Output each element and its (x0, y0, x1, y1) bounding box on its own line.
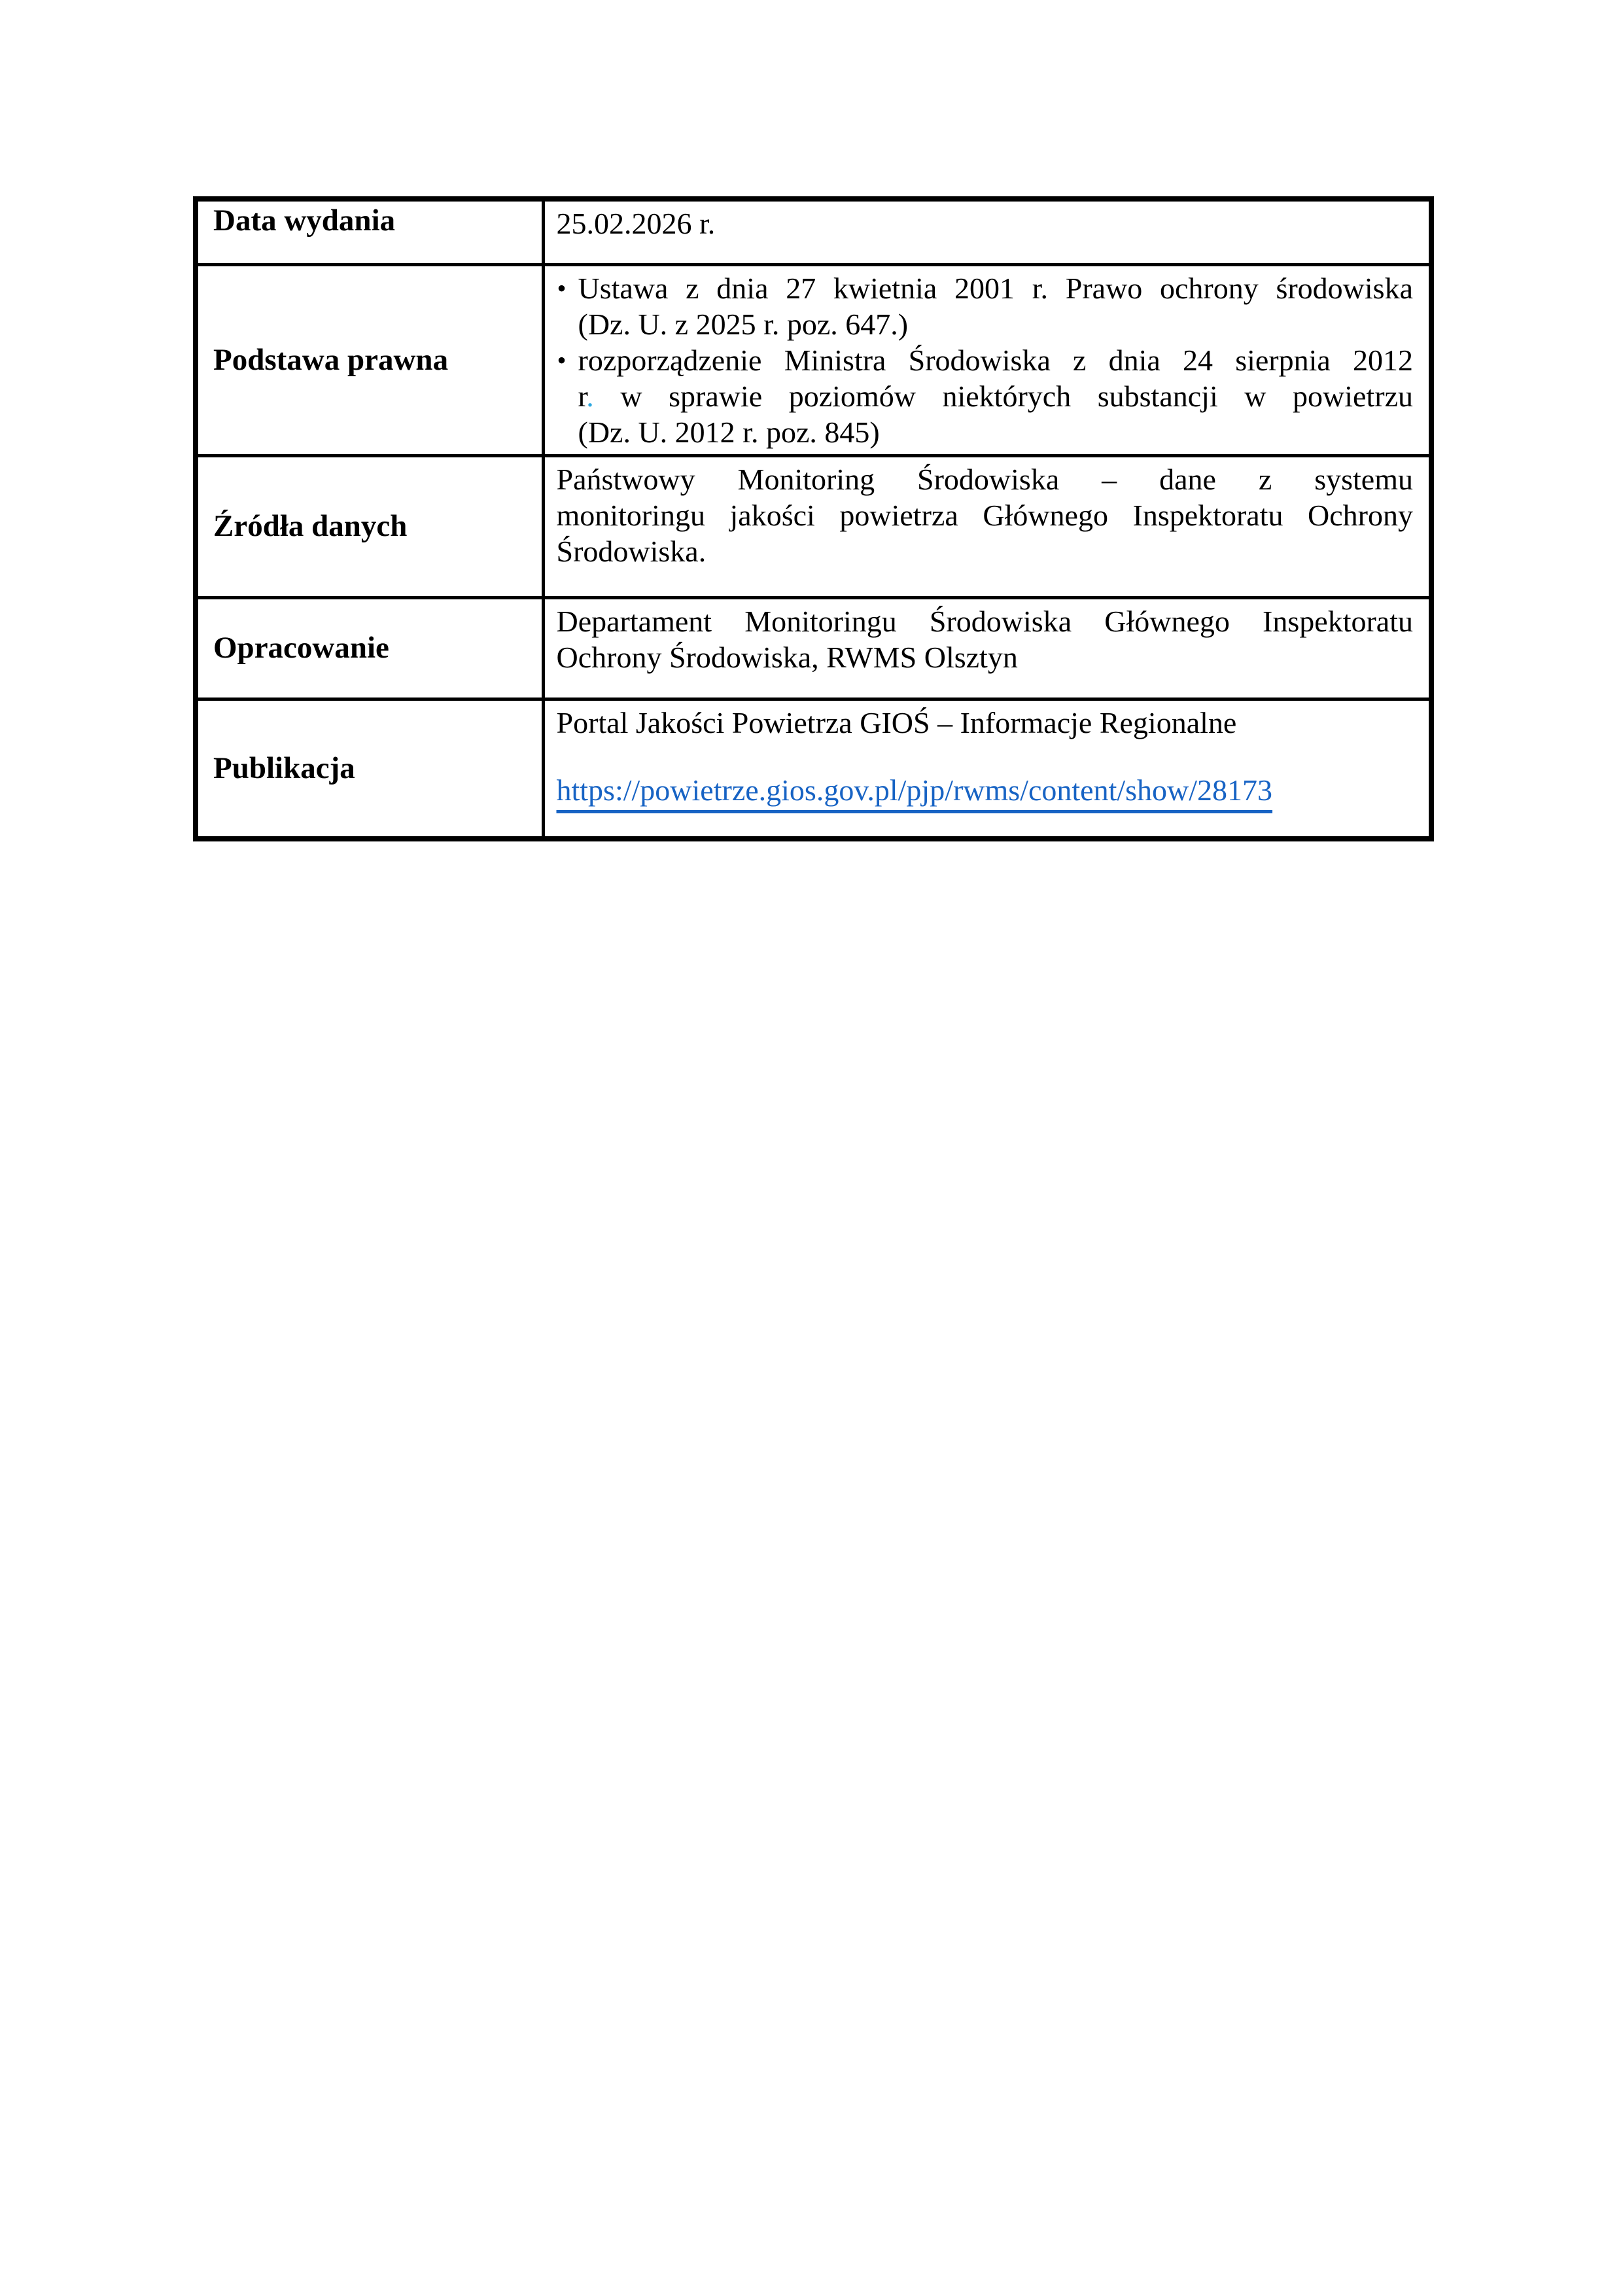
row-value-cell (543, 264, 1431, 455)
row-label: Źródła danych (213, 509, 408, 543)
info-table (193, 196, 1434, 841)
table-row-zrodla-danych (196, 455, 1431, 597)
legal-basis-line: rozporządzenie Ministra Środowiska z dnia 24 sierpnia 2012 (578, 343, 1413, 377)
row-value-cell (543, 699, 1431, 839)
row-label-cell (196, 597, 543, 699)
table-row-opracowanie (196, 597, 1431, 699)
row-label: Publikacja (213, 751, 355, 785)
row-label-cell (196, 199, 543, 264)
bullet-icon: • (557, 345, 567, 375)
row-label: Opracowanie (213, 631, 389, 665)
bullet-text (578, 270, 1414, 342)
legal-basis-line (578, 378, 1414, 414)
data-source-line: Państwowy Monitoring Środowiska – dane z systemu (556, 462, 1413, 496)
line-prefix: r (578, 379, 587, 413)
table-row-data-wydania (196, 199, 1431, 264)
data-source-line: monitoringu jakości powietrza Głównego Inspektoratu Ochrony (556, 498, 1413, 532)
bullet-item (557, 342, 1414, 450)
row-value-cell (543, 597, 1431, 699)
data-source-line: Środowiska. (556, 534, 707, 568)
table-row-podstawa-prawna (196, 264, 1431, 455)
row-label-cell (196, 264, 543, 455)
table-row-publikacja (196, 699, 1431, 839)
author-line: Ochrony Środowiska, RWMS Olsztyn (556, 640, 1018, 674)
row-label-cell (196, 699, 543, 839)
row-value-cell (543, 455, 1431, 597)
line-rest: w sprawie poziomów niektórych substancji w powietrzu (593, 379, 1413, 413)
blue-period: . (586, 379, 594, 413)
bullet-item (557, 270, 1414, 342)
bullet-text (578, 342, 1414, 450)
legal-basis-line: Ustawa z dnia 27 kwietnia 2001 r. Prawo ochrony środowiska (578, 271, 1413, 305)
publication-link[interactable]: https://powietrze.gios.gov.pl/pjp/rwms/content/show/28173 (556, 773, 1273, 807)
row-label-cell (196, 455, 543, 597)
row-value-cell (543, 199, 1431, 264)
legal-basis-line: (Dz. U. 2012 r. poz. 845) (578, 415, 880, 449)
row-label: Podstawa prawna (213, 342, 449, 377)
publication-link-line (557, 772, 1414, 808)
author-line: Departament Monitoringu Środowiska Głównego Inspektoratu (556, 604, 1413, 638)
row-label: Data wydania (213, 203, 396, 238)
bullet-icon: • (557, 273, 567, 303)
legal-basis-line: (Dz. U. z 2025 r. poz. 647.) (578, 307, 909, 341)
publication-portal-line: Portal Jakości Powietrza GIOŚ – Informacje Regionalne (556, 705, 1237, 739)
issue-date-value: 25.02.2026 r. (556, 207, 716, 240)
